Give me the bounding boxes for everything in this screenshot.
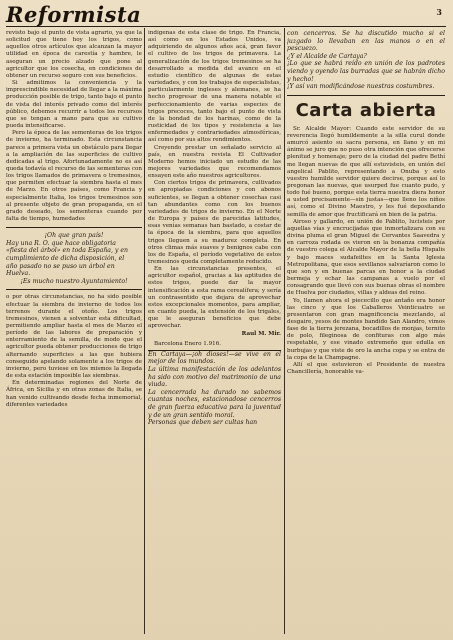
paragraph: revisto bajo el punto de vista agrario, ya que la solicitud que tiene hoy los trigos, como aquellos otros artículos que alcanzan la mayor utilidad en época de carestía y hambre, le aseguran un precio alzado que pone al agricultor que los cosecha, en condiciones de obtener un recurso seguro con sus beneficios. <box>6 30 142 79</box>
paragraph: Si admitimos la conveniencia y la imprescindible necesidad de llegar a la máxima producción posible de trigo, tanto bajo el punto de vista del interés privado como del interés público, debemos recurrir a todos los recursos que se tengan a mano para que su cultivo pueda intensificarse. <box>6 80 142 130</box>
paragraph: La cencerrada ha durado no sabemos cuantas noches, estacionadose cencerros de gran fuerza educativa para la juventud y de un gran sentido moral. <box>148 388 281 419</box>
separator-rule <box>6 289 142 290</box>
dateline: Barcelona Enero 1.916. <box>154 340 222 347</box>
column-1 <box>6 30 142 635</box>
poem-line: año pasado no se puso un árbol en <box>6 262 115 270</box>
paragraph: indígenas de esta clase de trigo. En Francia, así como en los Estados Unidos, va adquiriendo de algunos años acá, gran favor el cultivo de los trigos de primavera. La generalización de los trigos tremesinos se ha desarrollado a medida del avance en el estudio científico de algunas de estas variedades, y con los trabajos de especialistas, particularmente ingleses y alemanes, se ha hecho progresar de una manera notable el perfeccionamiento de varias especies de trigos precoces, tanto bajo el punto de vista de la bondad de los harinas, como de la rusticidad de los tipos y resistencia a las enfermedades y contrariedades atmosféricas, así como por sus altos rendimientos. <box>148 30 281 144</box>
column-3 <box>287 30 445 635</box>
paragraph: ¡Lo que se habrá reído en unión de los padrotes viendo y oyendo las burradas que se habrán dicho y hecho! <box>287 60 445 83</box>
separator-rule <box>6 227 142 228</box>
italic-note <box>287 30 445 91</box>
poem-line: «fiesta del árbol» en toda España, y en <box>6 247 129 255</box>
paragraph: Creyendo prestar un señalado servicio al país, en nuestra revista El Cultivador Moderno hemos iniciado un estudio de las mejores variedades que recomendamos ensayen este año nuestros agricultores. <box>148 144 281 180</box>
article-heading: Carta abierta <box>295 99 437 121</box>
column-divider <box>284 28 285 634</box>
masthead <box>6 2 446 27</box>
paragraph: Sr. Alcalde Mayor: Cuando este servidor de su reverencia llegó humildemente a la silla curul donde amurcó asiento su sacra persona, en llano y en mi ánimo se juro que no puso otra intención que ofrecerse plenitud y homenaje; pero de la ciudad del padre Bethí me llegan nuevas de que allí estuvisteis, en unión del angelical Pablito, representando a Onuba y esto vuestro humilde servidor quiere decirse, porque así lo pregonan las nuevas, que usurped fue cuanto pudo, y todo fué bueno, porque esta tierra nuestra diera honor a usted precisamente—sin justas—que lleno los niños así, como el Divino Maestro, y les fué depositando semilla de amor que fructificará en bien de la patria. <box>287 125 445 218</box>
paragraph: Personas que deben ser cultas han <box>148 419 258 427</box>
paragraph: En determinadas regiones del Norte de África, en Sicilia y en otras zonas de Italia, se han venido cultivando desde fecha inmemorial, diferentes variedades <box>6 380 142 408</box>
poem-line: Huelva. <box>6 270 31 278</box>
poem-line: ¡Es mucho nuestro Ayuntamiento! <box>20 277 128 285</box>
paragraph: ¿Y el Alcalde de Cartaya? <box>287 52 367 60</box>
signature: Raul M. Mir. <box>241 330 281 337</box>
column-divider <box>144 28 145 634</box>
column-2 <box>148 30 281 635</box>
poem-line: ¡Oh que gran país! <box>44 232 104 240</box>
paragraph: En Cartaya—¡oh dioses!—se vive en el mejor de los mundos. <box>148 350 281 366</box>
paragraph: con cencerros. Se ha discutido mucho si el juzgado lo llevaban en las manos o en el pescuezo. <box>287 30 445 53</box>
italic-note <box>148 351 281 427</box>
poem-block <box>6 232 142 285</box>
header-rule <box>6 26 446 27</box>
poem-line: cumplimiento de dicha disposición, el <box>6 255 125 262</box>
paragraph: Airoso y gallardo, en unión de Pablito, lucisteis por aquellas vías y encrucijadas que inmortalizara con su divina pluma el gran Miguel de Cervantes Saavedra y en carroza rodada os vieron en la bonanza compañía de vuestro colega el Alcalde Mayor de la bella Hispalis y bajo maces sudafeiltes en la Santa Iglesia Metropolitana, que esos sevillanos salvaríaron como lo que son y en buenas parcas en honor a la ciudad bermeja y echar las campanas a vuelo por el consagrando que llevó con sus buenas obras el nombre de Huelva por ciudades, villas y aldeas del reino. <box>287 218 445 297</box>
paragraph: Con ciertos trigos de primavera, cultivados en apropiadas condiciones y con abonos suficientes, se llegan a obtener cosechas casi tan abundantes como con los buenos variedades de trigos de invierno. En el Norte de Europa y países de parecidas latitudes, esas venías semanas han bastado, a costar de la época de la siembra, para que aquellos trigos lleguen a su madurez completa. En otros climas más suaves y benignos cabe con los de España, el período vegetativo de estos tremesinos queda completamente reducido. <box>148 180 281 265</box>
page-number: 3 <box>436 7 442 17</box>
paragraph: En las circunstancias presentes, el agricultor español, gracias a las aptitudes de estos trigos, puede dar la mayor intensificación a esta rama cerealífera; y sería un contrasentido que dejara de aprovechar estos excepcionales momentos, para ampliar, en cuanto pueda, la extensión de los trigales, que le aseguran beneficios que debe aprovechar. <box>148 266 281 330</box>
paragraph: Pero la época de las sementeras de los trigos de invierno, ha terminado. Esta circunstancia parece a primera vista un obstáculo para llegar a la ampliación de las superficies de cultivo dedicadas al trigo. Afortunadamente no es así queda todavía el recurso de las sementeras con los trigos llamados de primavera o tremesinos, que permiten efectuar la siembra hasta el mes de Marzo. En otros países, como Francia y especialmente Italia, los trigos tremesinos son al presente objeto de gran propaganda, en el grado deseado, los sementeras cuando por falta de tiempo, humedades <box>6 130 142 223</box>
poem-line: Hay una R. O. que hace obligatoria <box>6 239 116 247</box>
paragraph: La última manifestación de los adelantos ha sido con motivo del matrimonio de una viuda. <box>148 366 281 389</box>
separator-rule <box>287 95 445 96</box>
paragraph: Allí el que estuvieron el Presidente de nuestra Chancillería, honorable va- <box>287 361 445 376</box>
paragraph: ¡Y así van modificándose nuestras costumbres. <box>287 83 435 91</box>
masthead-logo: Reformista <box>6 2 142 27</box>
paragraph: Yo, llamen ahora el piececillo que antaño era honor las cinco y que los Caballeros Veinticuatro se presentaron con gran magnificencia mezclando, al desgaire, yesos de montes bandido San Alandro, vimos fase de la tierra jerezana, bocadillos de monjas, ternito de polo, fileginosa de confituras con algo más respetable, y ese vinado extremeño que edulla en burbujas y que viste de oro la ancha copa y se entra de la copa de la Champagne. <box>287 297 445 361</box>
paragraph: o por otras circunstancias, no ha sido posible efectuar la siembra de invierno de todos los terrenos durante el otoño. Los trigos tremesinos, vienen a solventar esta dificultad, permitiendo ampliar hasta el mes de Marzo el período de las labores de preparación y enterramiento de la semilla, de modo que el agricultor pueda obtener producciones de trigo alternando superficies a las que hubiera conseguido apelando solamente a los trigos de invierno, pero tuviese en los mismos la llegada de esta estación imposible las siembras. <box>6 294 142 380</box>
